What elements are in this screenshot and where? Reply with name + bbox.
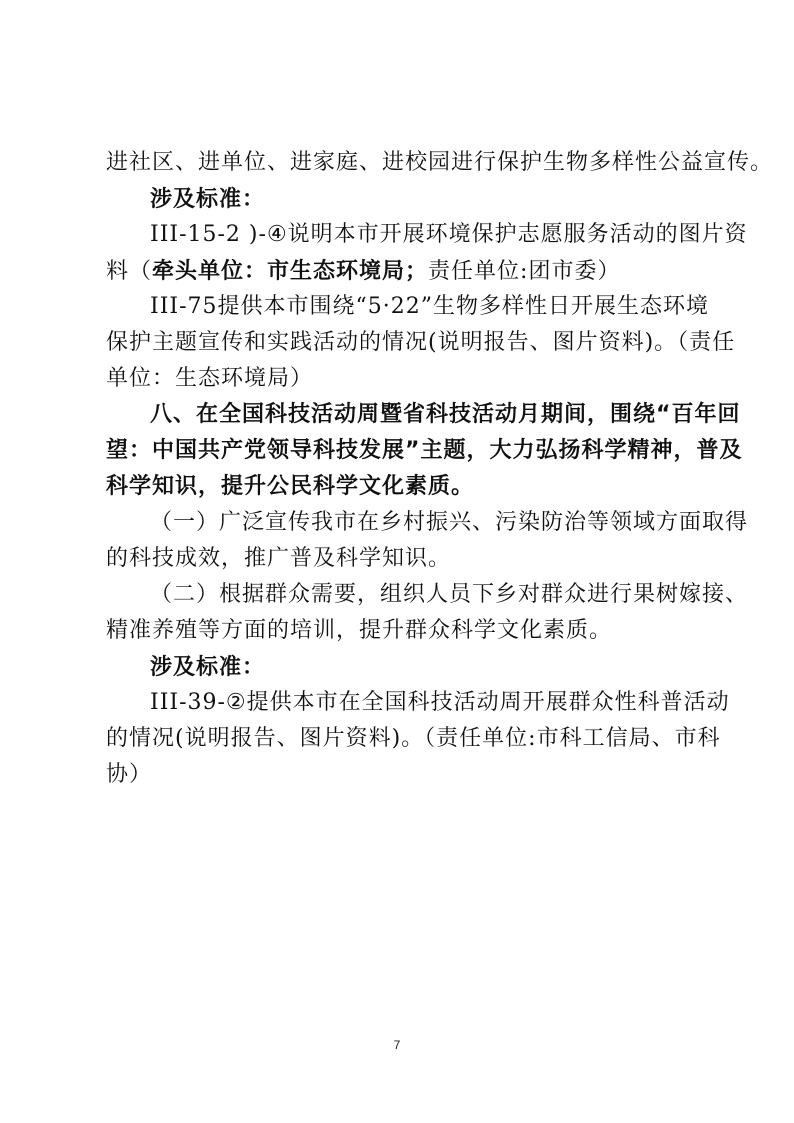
section-heading: 八、在全国科技活动周暨省科技活动月期间，围绕“百年回	[150, 402, 741, 427]
standard-item-line: III-75提供本市围绕“5·22”生物多样性日开展生态环境	[150, 294, 709, 319]
lead-unit-text: 牵头单位：市生态环境局；	[152, 258, 429, 284]
body-text	[106, 145, 774, 793]
subsection-line: （二）根据群众需要，组织人员下乡对群众进行果树嫁接、	[150, 582, 749, 607]
standard-item-line: 协）	[106, 762, 153, 787]
text-run: 料（	[106, 259, 153, 284]
subsection-line: （一）广泛宣传我市在乡村振兴、污染防治等领域方面取得	[150, 510, 749, 535]
section-heading: 望：中国共产党领导科技发展”主题，大力弘扬科学精神，普及	[106, 438, 743, 463]
section-label-standards: 涉及标准：	[150, 654, 266, 680]
standard-item-line: III-15-2 )-④说明本市开展环境保护志愿服务活动的图片资	[150, 222, 748, 247]
responsible-unit-text: 责任单位:团市委）	[428, 259, 621, 284]
page-number: 7	[393, 1038, 401, 1052]
section-label-standards: 涉及标准：	[150, 186, 266, 212]
standard-item-line: III-39-②提供本市在全国科技活动周开展群众性科普活动	[150, 690, 730, 715]
section-heading: 科学知识，提升公民科学文化素质。	[106, 474, 475, 499]
subsection-line: 的科技成效，推广普及科学知识。	[106, 546, 452, 571]
subsection-line: 精准养殖等方面的培训，提升群众科学文化素质。	[106, 618, 613, 643]
standard-item-line: 的情况(说明报告、图片资料)。（责任单位:市科工信局、市科	[106, 726, 721, 751]
paragraph-line: 进社区、进单位、进家庭、进校园进行保护生物多样性公益宣传。	[106, 150, 774, 175]
standard-item-line: 保护主题宣传和实践活动的情况(说明报告、图片资料)。（责任	[106, 330, 736, 355]
standard-item-line: 单位：生态环境局）	[106, 366, 314, 391]
standard-item-line	[106, 253, 696, 289]
